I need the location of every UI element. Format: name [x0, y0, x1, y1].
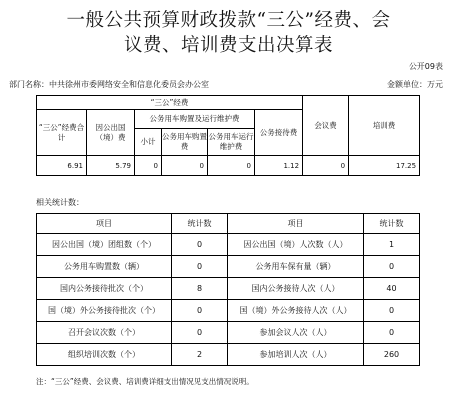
- overseas-header: 因公出国（境）费: [87, 110, 135, 156]
- stat-label: 因公出国（境）人次数（人）: [228, 234, 364, 256]
- form-number: 公开09表: [408, 62, 443, 71]
- stat-label: 国内公务接待人次（人）: [228, 278, 364, 300]
- training-value: 17.25: [349, 156, 420, 176]
- stat-value: 0: [364, 300, 420, 322]
- related-stats-label: 相关统计数：: [36, 198, 84, 207]
- stat-value: 0: [172, 256, 228, 278]
- title-line-1: 一般公共预算财政拨款“三公”经费、会: [66, 10, 391, 31]
- stat-value: 260: [364, 344, 420, 366]
- stat-value: 0: [364, 256, 420, 278]
- stat-value: 8: [172, 278, 228, 300]
- stat-label: 因公出国（境）团组数（个）: [37, 234, 172, 256]
- training-header: 培训费: [349, 96, 420, 156]
- stat-label: 国内公务接待批次（个）: [37, 278, 172, 300]
- stat-value: 0: [172, 322, 228, 344]
- amount-unit: 金额单位：万元: [387, 80, 443, 89]
- title-line-2: 议费、培训费支出决算表: [123, 35, 333, 56]
- department-unit-row: [9, 79, 443, 91]
- table-row: [37, 256, 420, 278]
- stat-value: 2: [172, 344, 228, 366]
- subtotal-header: 小计: [135, 129, 162, 156]
- count-header-right: 统计数: [364, 214, 420, 234]
- stat-label: 参加培训人次（人）: [228, 344, 364, 366]
- stat-label: 召开会议次数（个）: [37, 322, 172, 344]
- table-row: [37, 344, 420, 366]
- page-title: [0, 8, 457, 58]
- item-header-left: 项目: [37, 214, 172, 234]
- stat-value: 40: [364, 278, 420, 300]
- meeting-header: 会议费: [303, 96, 349, 156]
- expenditure-table: [36, 95, 420, 176]
- stat-label: 公务用车保有量（辆）: [228, 256, 364, 278]
- vehicle-running-value: 0: [208, 156, 255, 176]
- department-name: 部门名称：中共徐州市委网络安全和信息化委员会办公室: [9, 80, 209, 89]
- overseas-value: 5.79: [87, 156, 135, 176]
- sangong-total-header: “三公”经费合计: [37, 110, 87, 156]
- stat-label: 国（境）外公务接待批次（个）: [37, 300, 172, 322]
- footnote: 注：“三公”经费、会议费、培训费详细支出情况见支出情况说明。: [36, 377, 254, 386]
- table-row: [37, 322, 420, 344]
- sangong-group-header: “三公”经费: [37, 96, 303, 110]
- reception-value: 1.12: [255, 156, 303, 176]
- stat-label: 参加会议人次（人）: [228, 322, 364, 344]
- vehicle-group-header: 公务用车购置及运行维护费: [135, 110, 255, 129]
- meeting-value: 0: [303, 156, 349, 176]
- statistics-table: [36, 213, 420, 366]
- table-row: [37, 278, 420, 300]
- table-row: [37, 300, 420, 322]
- count-header-left: 统计数: [172, 214, 228, 234]
- stat-label: 国（境）外公务接待人次（人）: [228, 300, 364, 322]
- stat-value: 0: [172, 300, 228, 322]
- sangong-total-value: 6.91: [37, 156, 87, 176]
- vehicle-purchase-value: 0: [162, 156, 208, 176]
- stat-label: 组织培训次数（个）: [37, 344, 172, 366]
- stat-value: 1: [364, 234, 420, 256]
- stat-value: 0: [172, 234, 228, 256]
- table-row: [37, 234, 420, 256]
- stat-value: 0: [364, 322, 420, 344]
- subtotal-value: 0: [135, 156, 162, 176]
- stat-label: 公务用车购置数（辆）: [37, 256, 172, 278]
- reception-header: 公务接待费: [255, 110, 303, 156]
- vehicle-purchase-header: 公务用车购置费: [162, 129, 208, 156]
- vehicle-running-header: 公务用车运行维护费: [208, 129, 255, 156]
- item-header-right: 项目: [228, 214, 364, 234]
